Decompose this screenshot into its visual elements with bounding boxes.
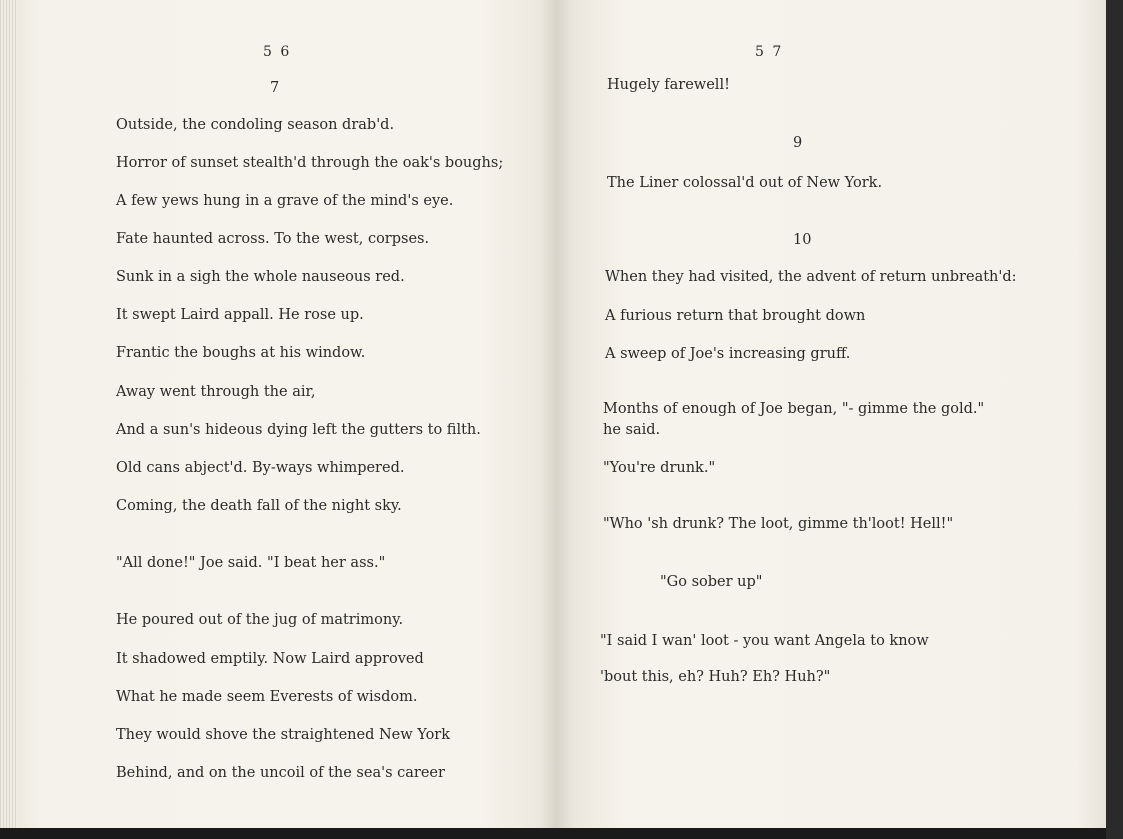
dialogue-line: "All done!" Joe said. "I beat her ass." [116,555,386,571]
section-number-9: 9 [793,135,803,151]
dialogue-line: "I said I wan' loot - you want Angela to know [600,633,929,649]
poem-line: It swept Laird appall. He rose up. [116,307,364,323]
poem-line: A few yews hung in a grave of the mind's eye. [116,193,454,209]
dialogue-line: "Go sober up" [660,574,763,590]
poem-line: Away went through the air, [116,384,316,400]
page-number-left: 5 6 [263,44,292,60]
poem-line: Hugely farewell! [607,77,730,93]
poem-line: And a sun's hideous dying left the gutters to filth. [116,422,481,438]
dialogue-line: "Who 'sh drunk? The loot, gimme th'loot! Hell!" [603,516,954,532]
poem-line: When they had visited, the advent of return unbreath'd: [605,269,1017,285]
poem-line: It shadowed emptily. Now Laird approved [116,651,424,667]
poem-line: They would shove the straightened New York [116,727,451,743]
right-page [556,0,1108,828]
poem-line: Frantic the boughs at his window. [116,345,366,361]
section-number-10: 10 [793,232,812,248]
poem-line: Horror of sunset stealth'd through the oak's boughs; [116,155,504,171]
poem-line: Old cans abject'd. By-ways whimpered. [116,460,405,476]
poem-line: Coming, the death fall of the night sky. [116,498,402,514]
poem-line: He poured out of the jug of matrimony. [116,612,404,628]
poem-line: What he made seem Everests of wisdom. [116,689,418,705]
dialogue-line: he said. [603,422,661,438]
dialogue-line: 'bout this, eh? Huh? Eh? Huh?" [600,669,831,685]
poem-line: A sweep of Joe's increasing gruff. [605,346,851,362]
poem-line: Outside, the condoling season drab'd. [116,117,395,133]
poem-line: Sunk in a sigh the whole nauseous red. [116,269,405,285]
poem-line: Fate haunted across. To the west, corpses. [116,231,430,247]
poem-line: Behind, and on the uncoil of the sea's career [116,765,445,781]
page-edges [0,0,18,828]
scan-border [1106,0,1123,839]
poem-line: A furious return that brought down [605,308,866,324]
page-number-right: 5 7 [755,44,784,60]
dialogue-line: Months of enough of Joe began, "- gimme the gold." [603,401,985,417]
dialogue-line: "You're drunk." [603,460,716,476]
left-page [0,0,556,828]
poem-line: The Liner colossal'd out of New York. [607,175,883,191]
section-number-7: 7 [270,80,280,96]
